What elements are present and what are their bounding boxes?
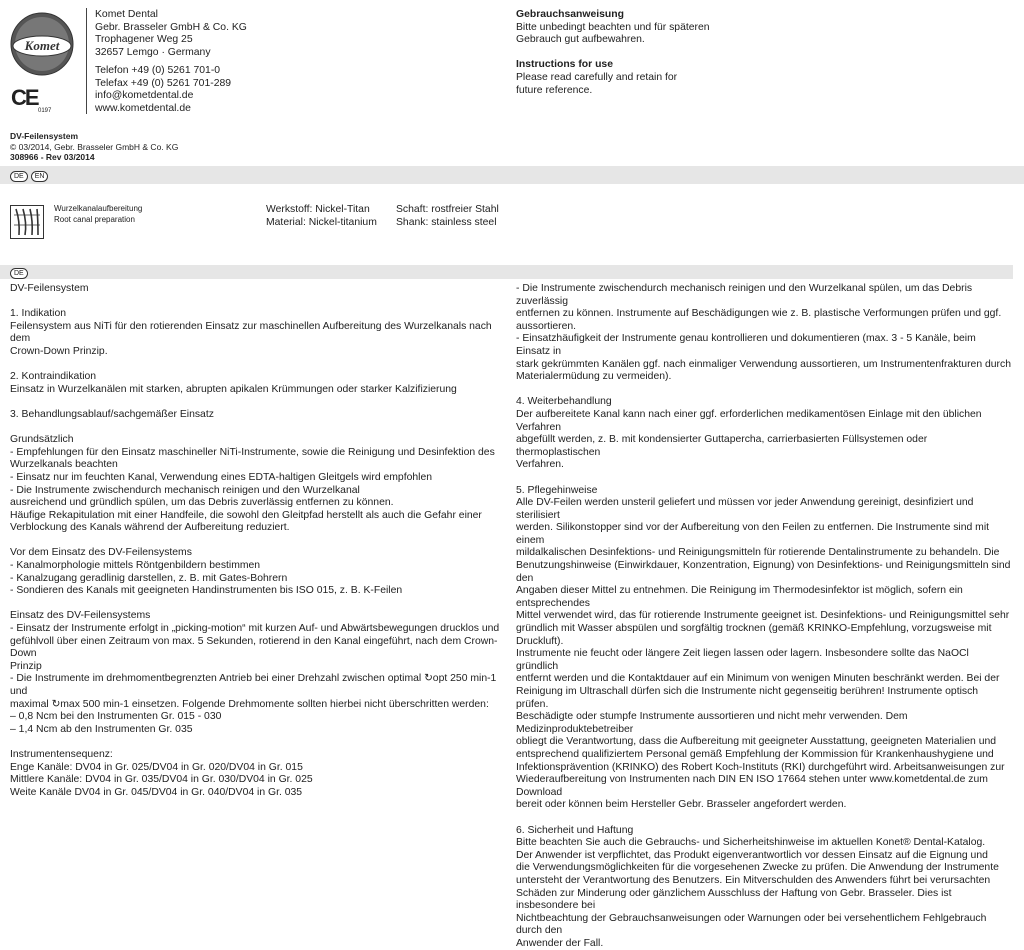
ce-mark: CE: [11, 85, 38, 110]
body-line: entfernen zu können. Instrumente auf Beschädigungen wie z. B. plastische Verformungen prüfen und ggf.: [516, 308, 1002, 320]
body-line: Infektionsprävention (KRINKO) des Robert Koch-Instituts (RKI) durchgeführt wird. Arbeitsanweisungen zur: [516, 761, 1005, 773]
body-line: [516, 812, 1012, 825]
body-line: [10, 396, 505, 409]
body-line: Einsatz in Wurzelkanälen mit starken, abrupten apikalen Krümmungen oder starker Kalzifizierung: [10, 383, 457, 395]
body-line: Mittel verwendet wird, das für rotierende Instrumente geeignet ist. Desinfektions- und Reinigungsmittel sehr: [516, 610, 1010, 622]
logo-text: Komet: [24, 38, 60, 53]
doc-title: DV-Feilensystem: [10, 131, 79, 141]
body-line: [516, 472, 1012, 485]
fax: Telefax +49 (0) 5261 701-289: [95, 77, 232, 89]
body-line: Mittlere Kanäle: DV04 in Gr. 035/DV04 in Gr. 030/DV04 in Gr. 025: [10, 774, 313, 786]
body-line: [10, 359, 505, 372]
lang-tab-de[interactable]: DE: [10, 171, 28, 182]
body-line: mildalkalischen Desinfektions- und Reinigungsmitteln für rotierende Dentalinstrumente zu behandeln. Die: [516, 547, 1000, 559]
instructions-en-title: Instructions for use: [516, 59, 613, 71]
body-line: Beschädigte oder stumpfe Instrumente aussortieren und nicht mehr verwenden. Dem Medizinproduktebetreiber: [516, 711, 911, 735]
body-line: Angaben dieser Mittel zu entnehmen. Die Reinigung im Thermodesinfektor ist möglich, sofern ein entsprechendes: [516, 585, 966, 609]
address-line: Komet Dental: [95, 9, 158, 20]
body-line: Bitte beachten Sie auch die Gebrauchs- und Sicherheitshinweise im aktuellen Konet® Dental-Katalog.: [516, 837, 986, 849]
document-info: [10, 131, 178, 163]
body-line: 6. Sicherheit und Haftung: [516, 824, 634, 836]
body-line: Weite Kanäle DV04 in Gr. 045/DV04 in Gr. 040/DV04 in Gr. 035: [10, 786, 303, 798]
ce-number: 0197: [38, 108, 52, 114]
body-column-left: [10, 283, 505, 799]
body-line: Nichtbeachtung der Gebrauchsanweisungen oder Warnungen oder bei versehentlichem Fehlgebrauch durch den: [516, 912, 990, 937]
body-line: Grundsätzlich: [10, 434, 74, 446]
body-line: Der aufbereitete Kanal kann nach einer ggf. erforderlichen medikamentösen Einlage mit den üblichen Verfahren: [516, 408, 985, 433]
body-line: - Einsatz der Instrumente erfolgt in „picking-motion“ mit kurzen Auf- und Abwärtsbewegungen drucklos und: [10, 623, 500, 635]
body-line: Schäden zur Minderung oder gänzlichem Ausschluss der Haftung von Gebr. Brasseler. Dies ist insbesondere bei: [516, 887, 955, 912]
material-de: Werkstoff: Nickel-Titan: [266, 204, 370, 215]
language-bar: [0, 166, 1024, 184]
doc-revision: 308966 - Rev 03/2014: [10, 152, 95, 163]
body-line: - Die Instrumente zwischendurch mechanisch reinigen und den Wurzelkanal: [10, 484, 360, 496]
address-line: Trophagener Weg 25: [95, 34, 193, 46]
body-line: gefühlvoll über einen Zeitraum von max. 5 Sekunden, rotierend in den Kanal eingeführt, nach dem Crown-Down: [10, 635, 498, 660]
body-line: abgefüllt werden, z. B. mit kondensierter Guttapercha, carrierbasierten Füllsystemen oder thermoplastischen: [516, 434, 931, 458]
body-line: - Die Instrumente im drehmomentbegrenzten Antrieb bei einer Drehzahl zwischen optimal ↻opt 250 min-1 und: [10, 673, 500, 697]
body-line: – 0,8 Ncm bei den Instrumenten Gr. 015 - 030: [10, 711, 222, 723]
body-line: werden. Silikonstopper sind vor der Aufbereitung von den Feilen zu entfernen. Die Instrumente sind mit einem: [516, 522, 992, 546]
company-address: [95, 9, 247, 59]
body-line: Verblockung des Kanals während der Aufbereitung reduziert.: [10, 522, 290, 534]
body-line: Instrumente nie feucht oder längere Zeit liegen lassen oder lagern. Insbesondere sollte das NaOCl gründlich: [516, 648, 972, 672]
shaft-info: [396, 204, 499, 229]
language-selector: [10, 170, 51, 183]
body-line: - Einsatzhäufigkeit der Instrumente genau kontrollieren und dokumentieren (max. 3 - 5 Kanäle, beim Einsatz in: [516, 333, 979, 357]
body-line: [10, 736, 505, 749]
instructions-de-line: Gebrauch gut aufbewahren.: [516, 34, 645, 46]
section-language: [10, 267, 31, 280]
procedure-de: Wurzelkanalaufbereitung: [54, 204, 143, 213]
company-contact: [95, 65, 231, 115]
section-bar: [0, 265, 1013, 279]
body-line: DV-Feilensystem: [10, 283, 89, 294]
body-line: 2. Kontraindikation: [10, 371, 97, 383]
body-line: bereit oder können beim Hersteller Gebr. Brasseler angefordert werden.: [516, 799, 847, 811]
shaft-de: Schaft: rostfreier Stahl: [396, 204, 499, 215]
address-line: 32657 Lemgo · Germany: [95, 46, 211, 58]
header-divider: [86, 8, 87, 114]
body-line: die Verwendungsmöglichkeiten für die vorgesehenen Zwecke zu prüfen. Die Anwendung der Instrumente: [516, 862, 999, 874]
body-line: Feilensystem aus NiTi für den rotierenden Einsatz zur maschinellen Aufbereitung des Wurzelkanals nach dem: [10, 320, 495, 345]
body-line: – 1,4 Ncm ab den Instrumenten Gr. 035: [10, 723, 193, 735]
body-line: - Empfehlungen für den Einsatz maschineller NiTi-Instrumente, sowie die Reinigung und Desinfektion des: [10, 446, 495, 458]
body-line: Verfahren.: [516, 459, 564, 471]
instructions-en-line: future reference.: [516, 84, 593, 96]
website-link[interactable]: www.kometdental.de: [95, 102, 191, 114]
doc-copyright: © 03/2014, Gebr. Brasseler GmbH & Co. KG: [10, 141, 179, 152]
body-line: entsprechend qualifiziertem Personal gemäß Empfehlung der Kommission für Krankenhaushygiene und: [516, 748, 994, 760]
body-line: Instrumentensequenz:: [10, 748, 113, 760]
body-line: - Sondieren des Kanals mit geeigneten Handinstrumenten bis ISO 015, z. B. K-Feilen: [10, 585, 403, 597]
body-line: Wurzelkanals beachten: [10, 459, 118, 471]
instructions-de-line: Bitte unbedingt beachten und für späteren: [516, 21, 710, 33]
body-line: Vor dem Einsatz des DV-Feilensystems: [10, 547, 192, 559]
body-line: Häufige Rekapitulation mit einer Handfeile, die sowohl den Gleitpfad herstellt als auch die Gefahr einer: [10, 509, 482, 521]
body-line: Crown-Down Prinzip.: [10, 345, 108, 357]
body-line: Reinigung im Ultraschall dürfen sich die Instrumente nicht gegenseitig berühren! Instrumente optisch prüfen.: [516, 686, 981, 710]
body-line: untersteht der Verantwortung des Benutzers. Ein Mitverschulden des Anwenders führt bei verursachten: [516, 874, 991, 886]
body-line: - Kanalmorphologie mittels Röntgenbildern bestimmen: [10, 560, 261, 572]
body-line: Der Anwender ist verpflichtet, das Produkt eigenverantwortlich vor dessen Einsatz auf die Eignung und: [516, 849, 988, 861]
body-line: 5. Pflegehinweise: [516, 484, 598, 496]
body-line: Alle DV-Feilen werden unsteril geliefert und müssen vor jeder Anwendung gereinigt, desinfiziert und sterilisiert: [516, 497, 977, 521]
phone: Telefon +49 (0) 5261 701-0: [95, 65, 221, 76]
body-line: gründlich mit Wasser abspülen und sorgfältig trocknen (gemäß KRINKO-Empfehlung, vorzugsweise mit Druckluft).: [516, 623, 995, 647]
body-line: maximal ↻max 500 min-1 einsetzen. Folgende Drehmomente sollten hierbei nicht überschritten werden:: [10, 698, 489, 710]
body-line: obliegt die Verantwortung, dass die Aufbereitung mit geeigneter Ausstattung, geeigneten Materialien und: [516, 736, 997, 748]
body-line: [516, 384, 1012, 397]
body-line: 4. Weiterbehandlung: [516, 396, 612, 408]
procedure-label: [54, 204, 142, 225]
email-link[interactable]: info@kometdental.de: [95, 90, 194, 102]
body-line: Enge Kanäle: DV04 in Gr. 025/DV04 in Gr. 020/DV04 in Gr. 015: [10, 761, 303, 773]
body-line: Prinzip: [10, 660, 42, 672]
body-line: Benutzungshinweise (Einwirkdauer, Konzentration, Eignung) von Desinfektions- und Reinigungsmitteln sind den: [516, 560, 1014, 584]
body-line: [10, 296, 505, 309]
lang-tab-en[interactable]: EN: [31, 171, 49, 182]
body-line: - Die Instrumente zwischendurch mechanisch reinigen und den Wurzelkanal spülen, um das Debris zuverlässig: [516, 283, 975, 307]
body-line: 3. Behandlungsablauf/sachgemäßer Einsatz: [10, 408, 214, 420]
body-line: Materialermüdung zu vermeiden).: [516, 371, 672, 383]
root-canal-icon: [10, 205, 44, 239]
section-lang-tag: DE: [10, 268, 28, 279]
instructions-de-title: Gebrauchsanweisung: [516, 9, 624, 20]
body-line: Einsatz des DV-Feilensystems: [10, 610, 151, 622]
body-line: Anwender der Fall.: [516, 937, 604, 949]
instructions-notice: [516, 9, 710, 97]
body-line: [10, 422, 505, 435]
instructions-en-line: Please read carefully and retain for: [516, 71, 678, 83]
body-column-right: [516, 283, 1012, 950]
komet-logo: [10, 12, 74, 76]
body-line: [10, 535, 505, 548]
address-line: Gebr. Brasseler GmbH & Co. KG: [95, 21, 247, 33]
procedure-en: Root canal preparation: [54, 214, 135, 224]
material-info: [266, 204, 377, 229]
body-line: - Einsatz nur im feuchten Kanal, Verwendung eines EDTA-haltigen Gleitgels wird empfohlen: [10, 471, 433, 483]
body-line: ausreichend und gründlich spülen, um das Debris zuverlässig entfernen zu können.: [10, 497, 394, 509]
material-en: Material: Nickel-titanium: [266, 216, 377, 228]
body-line: 1. Indikation: [10, 308, 67, 320]
body-line: - Kanalzugang geradlinig darstellen, z. B. mit Gates-Bohrern: [10, 572, 288, 584]
body-line: stark gekrümmten Kanälen ggf. nach einmaliger Verwendung aussortieren, um Instrumentenfrakturen durch: [516, 358, 1011, 370]
body-line: [10, 598, 505, 611]
body-line: entfernt werden und die Kontaktdauer auf ein Minimum von wenigen Minuten beschränkt werden. Bei der: [516, 673, 1000, 685]
body-line: aussortieren.: [516, 320, 577, 332]
shaft-en: Shank: stainless steel: [396, 216, 497, 228]
body-line: Wiederaufbereitung von Instrumenten nach DIN EN ISO 17664 stehen unter www.kometdental.de zum Download: [516, 774, 991, 798]
